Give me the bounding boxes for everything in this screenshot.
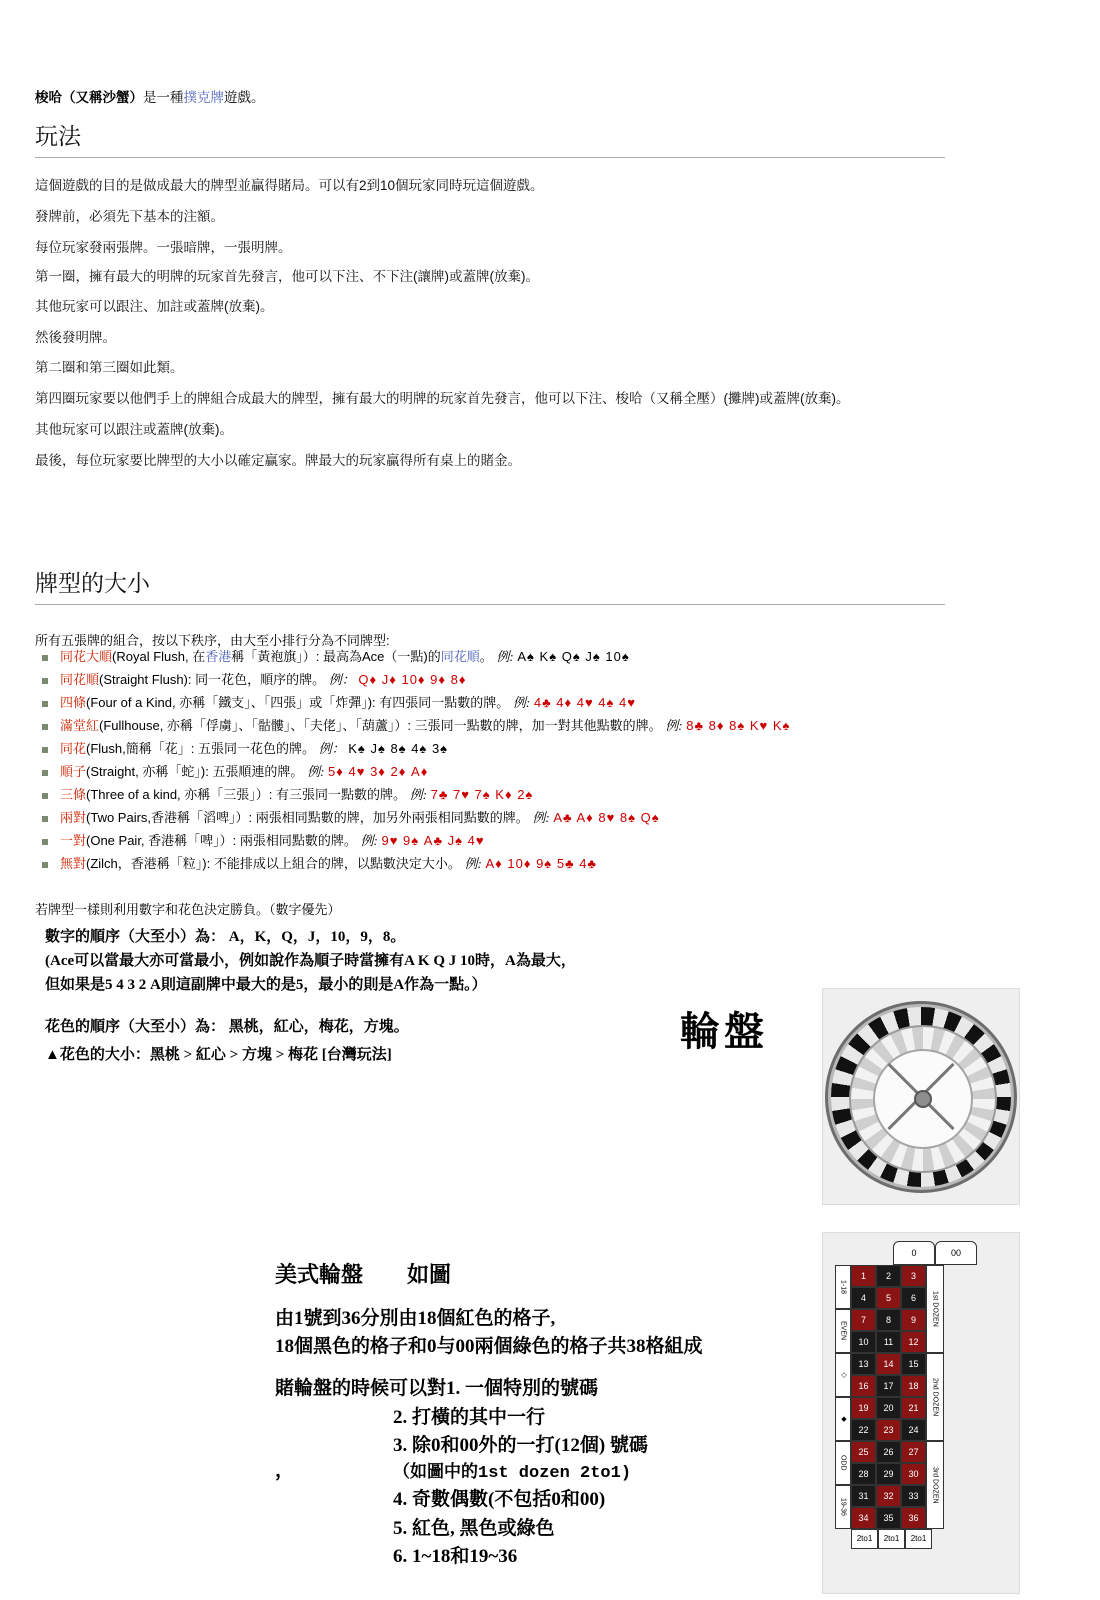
roulette-wheel-image <box>822 988 1020 1205</box>
example-label: 例: <box>464 856 482 871</box>
rank-name: 四條 <box>60 695 87 710</box>
roulette-number-cell: 7 <box>851 1309 876 1331</box>
example-label: 例: <box>532 810 550 825</box>
order-note-1: (Ace可以當最大亦可當最小，例如說作為順子時當擁有A K Q J 10時，A為最大， <box>45 953 576 969</box>
roulette-number-cell: 16 <box>851 1375 876 1397</box>
example-cards: Q♦ J♦ 10♦ 9♦ 8♦ <box>358 672 467 687</box>
example-label: 例： <box>318 741 345 756</box>
example-cards: 5♦ 4♥ 3♦ 2♦ A♦ <box>328 764 429 779</box>
bet-option-4: 4. 奇數偶數(不包括0和00) <box>393 1489 606 1510</box>
column-bets <box>851 1529 977 1549</box>
example-label: 例: <box>307 764 325 779</box>
bet-option-6: 6. 1~18和19~36 <box>393 1546 518 1567</box>
roulette-number-cell: 22 <box>851 1419 876 1441</box>
roulette-number-cell: 3 <box>901 1265 926 1287</box>
roulette-number-cell: 17 <box>876 1375 901 1397</box>
rank-tail-link[interactable]: 同花順 <box>440 649 480 664</box>
roulette-number-cell: 21 <box>901 1397 926 1419</box>
list-item <box>42 742 790 755</box>
play-para-9: 最後，每位玩家要比牌型的大小以確定贏家。牌最大的玩家贏得所有桌上的賭金。 <box>35 453 521 468</box>
rank-detail: (Two Pairs,香港稱「滔啤」）: 兩張相同點數的牌，加另外兩張相同點數的牌。 <box>86 810 529 825</box>
bet-option-3: 3. 除0和00外的一打(12個) 號碼 <box>393 1435 648 1456</box>
play-para-8: 其他玩家可以跟注或蓋牌(放棄)。 <box>35 422 233 437</box>
example-label: 例： <box>328 672 355 687</box>
rank-detail-post: 稱「黃袍旗」）: 最高為Ace（一點)的 <box>231 649 441 664</box>
example-cards: A♣ A♦ 8♥ 8♠ Q♠ <box>553 810 660 825</box>
roulette-number-cell: 28 <box>851 1463 876 1485</box>
roulette-number-cell: 36 <box>901 1507 926 1529</box>
rank-name: 三條 <box>60 787 87 802</box>
list-item <box>42 650 790 663</box>
intro-mid: 是一種 <box>143 90 184 105</box>
bet-1st-dozen: 1st DOZEN <box>926 1265 944 1353</box>
rank-detail: (Fullhouse, 亦稱「俘虜」、「骷髏」、「夫佬」、「葫蘆」）: 三張同一點數的牌，加一對其他點數的牌。 <box>99 718 662 733</box>
roulette-number-cell: 4 <box>851 1287 876 1309</box>
bet-1-18: 1-18 <box>835 1265 851 1309</box>
zero-cell: 0 <box>893 1241 935 1265</box>
bet-black: ◆ <box>835 1397 851 1441</box>
rank-name: 同花順 <box>60 672 100 687</box>
bet-list-intro-row <box>275 1375 648 1404</box>
bet-list-intro: 賭輪盤的時候可以對 <box>275 1378 447 1399</box>
roulette-number-cell: 20 <box>876 1397 901 1419</box>
roulette-number-cell: 5 <box>876 1287 901 1309</box>
bet-2nd-dozen: 2nd DOZEN <box>926 1353 944 1441</box>
example-cards: 8♣ 8♦ 8♠ K♥ K♠ <box>686 718 791 733</box>
example-label: 例: <box>665 718 683 733</box>
play-para-3: 第一圈，擁有最大的明牌的玩家首先發言，他可以下注、不下注(讓牌)或蓋牌(放棄)。 <box>35 269 539 284</box>
ranking-intro: 所有五張牌的組合，按以下秩序，由大至小排行分為不同牌型: <box>35 633 390 648</box>
roulette-number-cell: 33 <box>901 1485 926 1507</box>
play-para-4: 其他玩家可以跟注、加註或蓋牌(放棄)。 <box>35 299 274 314</box>
bet-option-1: 1. 一個特別的號碼 <box>446 1378 599 1399</box>
example-label: 例: <box>496 649 514 664</box>
list-item <box>42 719 790 732</box>
order-note-2: 但如果是5 4 3 2 A則這副牌中最大的是5，最小的則是A作為一點。） <box>45 977 487 993</box>
example-cards: 7♣ 7♥ 7♠ K♦ 2♠ <box>430 787 534 802</box>
roulette-number-cell: 19 <box>851 1397 876 1419</box>
rank-name: 同花大順 <box>60 649 113 664</box>
bet-option-5: 5. 紅色, 黑色或綠色 <box>393 1517 555 1539</box>
example-cards: 9♥ 9♠ A♣ J♠ 4♥ <box>381 833 485 848</box>
bet-options-list <box>275 1375 648 1572</box>
rank-name: 無對 <box>60 856 87 871</box>
example-cards: K♠ J♠ 8♠ 4♠ 3♠ <box>348 741 449 756</box>
poker-link[interactable]: 撲克牌 <box>183 90 224 105</box>
rank-tail: 。 <box>479 649 493 664</box>
rank-name: 滿堂紅 <box>60 718 100 733</box>
bet-2to1-col2: 2to1 <box>878 1529 905 1549</box>
ranking-list <box>42 650 790 880</box>
tiebreak-note: 若牌型一樣則利用數字和花色決定勝負。（數字優先） <box>35 902 341 917</box>
list-item <box>42 765 790 778</box>
list-item <box>42 857 790 870</box>
example-cards: A♦ 10♦ 9♠ 5♣ 4♣ <box>485 856 597 871</box>
bet-19-36: 19-36 <box>835 1485 851 1529</box>
play-para-7: 第四圈玩家要以他們手上的牌組合成最大的牌型，擁有最大的明牌的玩家首先發言，他可以下注、梭哈（又稱全壓）(攤牌)或蓋牌(放棄)。 <box>35 391 850 406</box>
rank-name: 順子 <box>60 764 87 779</box>
outside-bets-left <box>835 1265 851 1529</box>
rank-detail-pre: (Royal Flush, 在 <box>112 649 206 664</box>
intro-lead: 梭哈（又稱沙蟹） <box>35 90 143 105</box>
rank-name: 兩對 <box>60 810 87 825</box>
roulette-layout <box>835 1241 977 1549</box>
list-item <box>42 696 790 709</box>
roulette-number-cell: 35 <box>876 1507 901 1529</box>
bet-2to1-col3: 2to1 <box>905 1529 932 1549</box>
roulette-title: 輪盤 <box>680 1009 768 1054</box>
rank-detail: (Flush,簡稱「花」: 五張同一花色的牌。 <box>86 741 315 756</box>
order-note-0: 數字的順序（大至小）為： A，K，Q，J，10，9，8。 <box>45 929 406 945</box>
example-cards: A♠ K♠ Q♠ J♠ 10♠ <box>517 649 630 664</box>
roulette-number-cell: 12 <box>901 1331 926 1353</box>
roulette-number-cell: 25 <box>851 1441 876 1463</box>
bet-even: EVEN <box>835 1309 851 1353</box>
grid-wrap <box>835 1265 977 1529</box>
rank-detail: (Zilch，香港稱「粒」): 不能排成以上組合的牌，以點數決定大小。 <box>86 856 461 871</box>
example-label: 例: <box>409 787 427 802</box>
play-para-2: 每位玩家發兩張牌。一張暗牌，一張明牌。 <box>35 240 292 255</box>
roulette-number-cell: 14 <box>876 1353 901 1375</box>
roulette-number-cell: 1 <box>851 1265 876 1287</box>
roulette-number-cell: 30 <box>901 1463 926 1485</box>
roulette-number-cell: 31 <box>851 1485 876 1507</box>
number-grid <box>851 1265 926 1529</box>
rank-detail: (Four of a Kind, 亦稱「鐵支」、「四張」或「炸彈」): 有四張同一點數的牌。 <box>86 695 510 710</box>
intro-line <box>35 88 265 108</box>
bet-2to1-col1: 2to1 <box>851 1529 878 1549</box>
zero-row <box>893 1241 977 1265</box>
body-line-0: 由1號到36分別由18個紅色的格子, <box>275 1308 556 1329</box>
roulette-number-cell: 34 <box>851 1507 876 1529</box>
trailing-comma: ， <box>275 1460 295 1481</box>
roulette-number-cell: 29 <box>876 1463 901 1485</box>
example-label: 例: <box>512 695 531 710</box>
section-title-ranking: 牌型的大小 <box>35 565 945 605</box>
list-item <box>42 673 790 686</box>
dozen-bets <box>926 1265 944 1529</box>
rank-name: 一對 <box>60 833 87 848</box>
body-line-1: 18個黑色的格子和0与00兩個綠色的格子共38格組成 <box>275 1335 703 1357</box>
suit-note-1: ▲花色的大小：黑桃 > 紅心 > 方塊 > 梅花 [台灣玩法] <box>45 1047 392 1063</box>
roulette-number-cell: 23 <box>876 1419 901 1441</box>
roulette-number-cell: 26 <box>876 1441 901 1463</box>
rank-name: 同花 <box>60 741 87 756</box>
roulette-number-cell: 10 <box>851 1331 876 1353</box>
rank-detail: (One Pair, 香港稱「啤」）: 兩張相同點數的牌。 <box>86 833 357 848</box>
hk-link[interactable]: 香港 <box>205 649 232 664</box>
bet-red: ◇ <box>835 1353 851 1397</box>
roulette-number-cell: 9 <box>901 1309 926 1331</box>
play-para-1: 發牌前，必須先下基本的注額。 <box>35 209 224 224</box>
suit-note-0: 花色的順序（大至小）為： 黑桃，紅心，梅花，方塊。 <box>45 1019 409 1035</box>
play-para-6: 第二圈和第三圈如此類。 <box>35 360 184 375</box>
roulette-number-cell: 18 <box>901 1375 926 1397</box>
example-cards: 4♣ 4♦ 4♥ 4♠ 4♥ <box>533 695 636 710</box>
roulette-number-cell: 8 <box>876 1309 901 1331</box>
list-item <box>42 788 790 801</box>
roulette-number-cell: 11 <box>876 1331 901 1353</box>
roulette-number-cell: 32 <box>876 1485 901 1507</box>
roulette-number-cell: 15 <box>901 1353 926 1375</box>
section-title-play: 玩法 <box>35 118 945 158</box>
bet-odd: ODD <box>835 1441 851 1485</box>
american-roulette-body <box>275 1305 703 1360</box>
list-item <box>42 834 790 847</box>
roulette-number-cell: 6 <box>901 1287 926 1309</box>
bet-option-3-note: （如圖中的1st dozen 2to1) <box>393 1463 632 1483</box>
intro-tail: 遊戲。 <box>224 90 265 105</box>
play-para-0: 這個遊戲的目的是做成最大的牌型並贏得賭局。可以有2到10個玩家同時玩這個遊戲。 <box>35 178 544 193</box>
play-para-5: 然後發明牌。 <box>35 330 116 345</box>
double-zero-cell: 00 <box>935 1241 977 1265</box>
rank-detail: (Straight, 亦稱「蛇」): 五張順連的牌。 <box>86 764 304 779</box>
roulette-number-cell: 13 <box>851 1353 876 1375</box>
roulette-number-cell: 2 <box>876 1265 901 1287</box>
wheel-graphic <box>831 1007 1011 1187</box>
roulette-number-cell: 27 <box>901 1441 926 1463</box>
roulette-number-cell: 24 <box>901 1419 926 1441</box>
rank-detail: (Three of a kind, 亦稱「三張」）: 有三張同一點數的牌。 <box>86 787 407 802</box>
rank-detail: (Straight Flush): 同一花色，順序的牌。 <box>99 672 326 687</box>
example-label: 例: <box>360 833 378 848</box>
bet-option-2: 2. 打橫的其中一行 <box>393 1406 546 1428</box>
list-item <box>42 811 790 824</box>
american-roulette-heading: 美式輪盤 如圖 <box>275 1262 452 1287</box>
roulette-table-image <box>822 1232 1020 1594</box>
wheel-center <box>914 1090 932 1108</box>
bet-3rd-dozen: 3rd DOZEN <box>926 1441 944 1529</box>
